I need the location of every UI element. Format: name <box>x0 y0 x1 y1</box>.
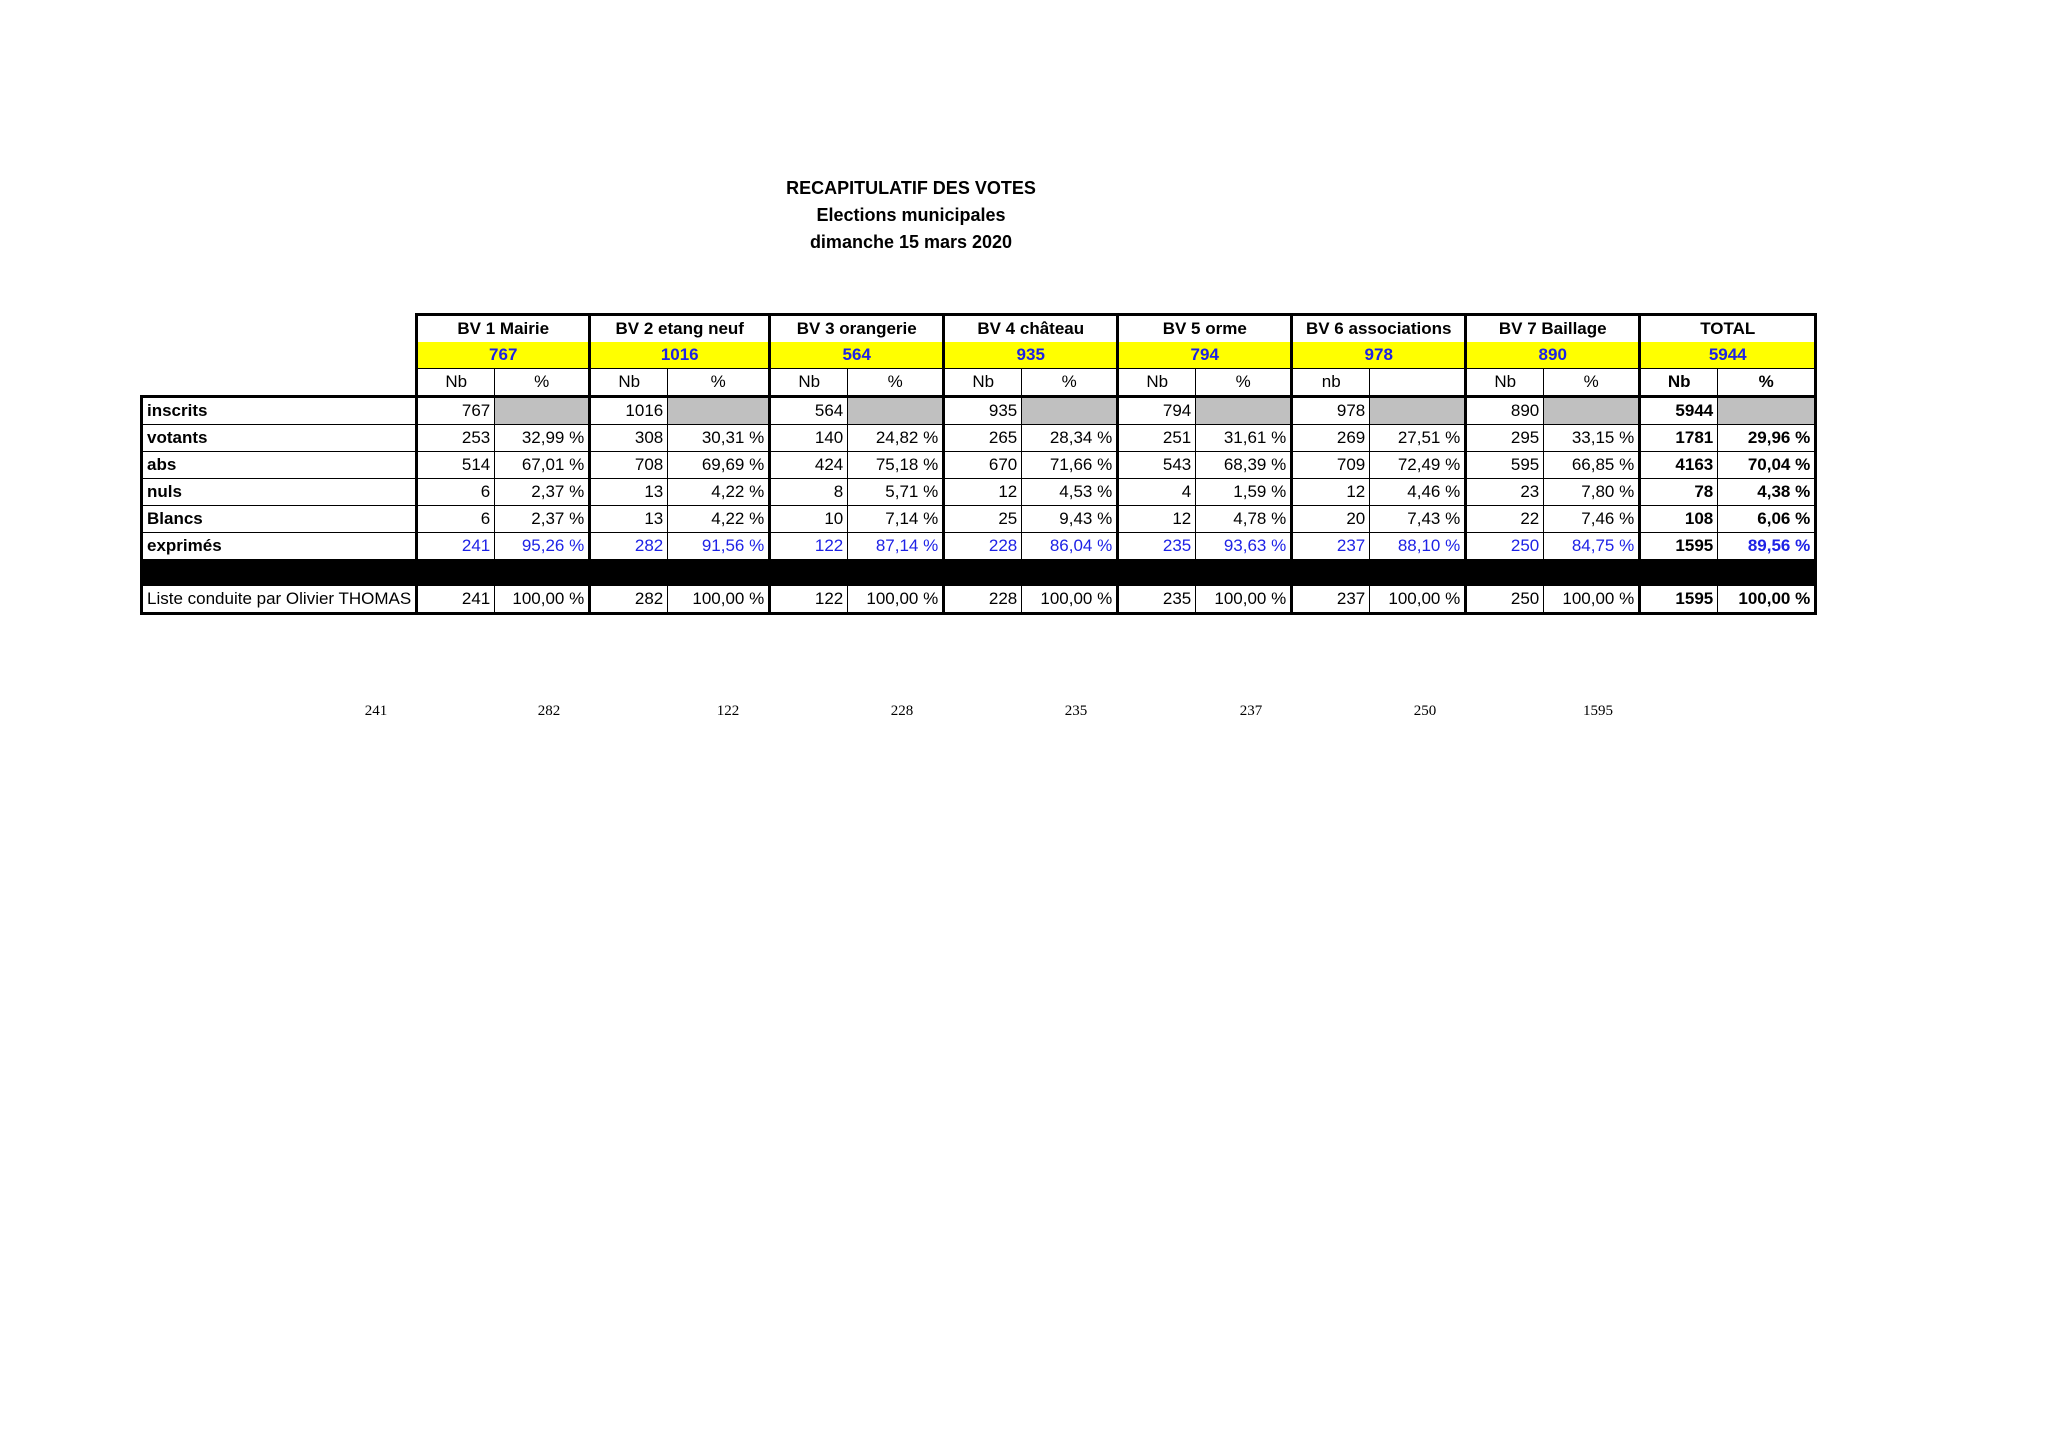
cell-pct: 4,38 % <box>1718 479 1816 506</box>
bureau-name: BV 4 château <box>944 315 1118 343</box>
bureau-total: 935 <box>944 342 1118 369</box>
cell-pct: 33,15 % <box>1544 425 1640 452</box>
cell-pct: 5,71 % <box>848 479 944 506</box>
bureau-total: 564 <box>770 342 944 369</box>
cell-nb: 122 <box>770 533 848 560</box>
cell-nb: 235 <box>1118 533 1196 560</box>
row-label: inscrits <box>142 397 417 425</box>
cell-nb: 6 <box>417 506 495 533</box>
list-cell-pct: 100,00 % <box>1370 586 1466 614</box>
cell-pct: 68,39 % <box>1196 452 1292 479</box>
bureau-header-row <box>142 315 1816 343</box>
row-label: abs <box>142 452 417 479</box>
cell-pct: 4,46 % <box>1370 479 1466 506</box>
cell-pct: 91,56 % <box>668 533 770 560</box>
corner-cell <box>142 342 417 369</box>
cell-nb: 308 <box>590 425 668 452</box>
bureau-total: 890 <box>1466 342 1640 369</box>
cell-nb: 295 <box>1466 425 1544 452</box>
subheader-pct: % <box>495 369 590 397</box>
cell-pct: 4,53 % <box>1022 479 1118 506</box>
cell-pct: 89,56 % <box>1718 533 1816 560</box>
cell-nb: 6 <box>417 479 495 506</box>
row-label: Blancs <box>142 506 417 533</box>
cell-nb: 708 <box>590 452 668 479</box>
cell-pct <box>1718 397 1816 425</box>
footer-value: 237 <box>1239 703 1263 719</box>
bureau-name: BV 1 Mairie <box>417 315 590 343</box>
subheader-nb: Nb <box>944 369 1022 397</box>
title-line-2: Elections municipales <box>816 205 1006 225</box>
separator-bar <box>142 560 1816 587</box>
cell-nb: 78 <box>1640 479 1718 506</box>
cell-nb: 12 <box>1292 479 1370 506</box>
cell-nb: 269 <box>1292 425 1370 452</box>
subheader-pct: % <box>668 369 770 397</box>
data-row-votants <box>142 425 1816 452</box>
cell-nb: 241 <box>417 533 495 560</box>
list-cell-pct: 100,00 % <box>1196 586 1292 614</box>
cell-nb: 25 <box>944 506 1022 533</box>
cell-pct <box>1022 397 1118 425</box>
cell-pct: 87,14 % <box>848 533 944 560</box>
footer-value: 122 <box>716 703 740 719</box>
row-label: nuls <box>142 479 417 506</box>
subheader-pct <box>1370 369 1466 397</box>
cell-nb: 251 <box>1118 425 1196 452</box>
footer-value: 250 <box>1413 703 1437 719</box>
cell-nb: 5944 <box>1640 397 1718 425</box>
cell-nb: 935 <box>944 397 1022 425</box>
bureau-total: 794 <box>1118 342 1292 369</box>
cell-pct: 71,66 % <box>1022 452 1118 479</box>
cell-pct: 27,51 % <box>1370 425 1466 452</box>
list-cell-nb: 235 <box>1118 586 1196 614</box>
subheader-nb: nb <box>1292 369 1370 397</box>
subheader-nb: Nb <box>770 369 848 397</box>
cell-pct: 9,43 % <box>1022 506 1118 533</box>
data-row-exprimés <box>142 533 1816 560</box>
cell-nb: 595 <box>1466 452 1544 479</box>
cell-pct: 95,26 % <box>495 533 590 560</box>
cell-pct: 86,04 % <box>1022 533 1118 560</box>
list-cell-nb: 122 <box>770 586 848 614</box>
footer-value: 282 <box>537 703 561 719</box>
cell-nb: 282 <box>590 533 668 560</box>
list-cell-nb: 250 <box>1466 586 1544 614</box>
cell-pct: 31,61 % <box>1196 425 1292 452</box>
cell-pct: 66,85 % <box>1544 452 1640 479</box>
subheader-pct: % <box>1196 369 1292 397</box>
cell-nb: 13 <box>590 506 668 533</box>
list-row <box>142 586 1816 614</box>
cell-pct: 24,82 % <box>848 425 944 452</box>
list-cell-pct: 100,00 % <box>848 586 944 614</box>
footer-value: 1595 <box>1583 703 1613 719</box>
subheader-pct: % <box>1022 369 1118 397</box>
subheader-nb: Nb <box>1640 369 1718 397</box>
cell-nb: 514 <box>417 452 495 479</box>
cell-nb: 794 <box>1118 397 1196 425</box>
cell-pct: 29,96 % <box>1718 425 1816 452</box>
cell-nb: 709 <box>1292 452 1370 479</box>
bureau-name: TOTAL <box>1640 315 1816 343</box>
list-cell-nb: 237 <box>1292 586 1370 614</box>
cell-nb: 237 <box>1292 533 1370 560</box>
bureau-name: BV 6 associations <box>1292 315 1466 343</box>
cell-nb: 22 <box>1466 506 1544 533</box>
corner-cell <box>142 315 417 343</box>
list-cell-pct: 100,00 % <box>1544 586 1640 614</box>
cell-pct: 6,06 % <box>1718 506 1816 533</box>
cell-nb: 228 <box>944 533 1022 560</box>
cell-nb: 4 <box>1118 479 1196 506</box>
footer-value: 235 <box>1064 703 1088 719</box>
cell-pct: 7,43 % <box>1370 506 1466 533</box>
list-cell-nb: 241 <box>417 586 495 614</box>
cell-pct <box>495 397 590 425</box>
cell-pct: 4,78 % <box>1196 506 1292 533</box>
cell-nb: 10 <box>770 506 848 533</box>
cell-pct: 84,75 % <box>1544 533 1640 560</box>
subheader-pct: % <box>1544 369 1640 397</box>
data-row-abs <box>142 452 1816 479</box>
list-cell-pct: 100,00 % <box>1022 586 1118 614</box>
title-line-1: RECAPITULATIF DES VOTES <box>786 178 1036 198</box>
cell-pct: 70,04 % <box>1718 452 1816 479</box>
bureau-total: 5944 <box>1640 342 1816 369</box>
cell-nb: 564 <box>770 397 848 425</box>
cell-nb: 978 <box>1292 397 1370 425</box>
cell-nb: 23 <box>1466 479 1544 506</box>
cell-nb: 424 <box>770 452 848 479</box>
bureau-total-row <box>142 342 1816 369</box>
cell-pct: 30,31 % <box>668 425 770 452</box>
cell-pct <box>1370 397 1466 425</box>
list-cell-nb: 1595 <box>1640 586 1718 614</box>
cell-nb: 13 <box>590 479 668 506</box>
data-row-nuls <box>142 479 1816 506</box>
cell-pct: 2,37 % <box>495 479 590 506</box>
cell-pct: 1,59 % <box>1196 479 1292 506</box>
subheader-pct: % <box>848 369 944 397</box>
list-cell-pct: 100,00 % <box>495 586 590 614</box>
cell-pct: 67,01 % <box>495 452 590 479</box>
cell-nb: 253 <box>417 425 495 452</box>
cell-nb: 767 <box>417 397 495 425</box>
cell-nb: 4163 <box>1640 452 1718 479</box>
cell-pct: 72,49 % <box>1370 452 1466 479</box>
cell-pct: 28,34 % <box>1022 425 1118 452</box>
bureau-name: BV 2 etang neuf <box>590 315 770 343</box>
cell-pct <box>668 397 770 425</box>
cell-pct <box>1544 397 1640 425</box>
footer-value: 241 <box>364 703 388 719</box>
document-title <box>711 175 1111 256</box>
footer-totals <box>0 703 2048 733</box>
cell-pct: 4,22 % <box>668 479 770 506</box>
cell-nb: 670 <box>944 452 1022 479</box>
bureau-name: BV 5 orme <box>1118 315 1292 343</box>
separator-row <box>142 560 1816 587</box>
title-line-3: dimanche 15 mars 2020 <box>809 232 1013 252</box>
cell-nb: 108 <box>1640 506 1718 533</box>
cell-nb: 8 <box>770 479 848 506</box>
cell-nb: 140 <box>770 425 848 452</box>
subheader-row <box>142 369 1816 397</box>
footer-value: 228 <box>890 703 914 719</box>
data-row-inscrits <box>142 397 1816 425</box>
cell-nb: 250 <box>1466 533 1544 560</box>
cell-pct: 69,69 % <box>668 452 770 479</box>
subheader-nb: Nb <box>590 369 668 397</box>
subheader-nb: Nb <box>417 369 495 397</box>
cell-nb: 1781 <box>1640 425 1718 452</box>
bureau-total: 1016 <box>590 342 770 369</box>
cell-nb: 1016 <box>590 397 668 425</box>
row-label: votants <box>142 425 417 452</box>
corner-cell <box>142 369 417 397</box>
data-row-Blancs <box>142 506 1816 533</box>
list-label: Liste conduite par Olivier THOMAS <box>142 586 417 614</box>
cell-pct: 7,80 % <box>1544 479 1640 506</box>
subheader-nb: Nb <box>1466 369 1544 397</box>
cell-nb: 265 <box>944 425 1022 452</box>
bureau-name: BV 3 orangerie <box>770 315 944 343</box>
subheader-nb: Nb <box>1118 369 1196 397</box>
cell-pct <box>1196 397 1292 425</box>
list-cell-pct: 100,00 % <box>668 586 770 614</box>
cell-pct: 2,37 % <box>495 506 590 533</box>
bureau-total: 767 <box>417 342 590 369</box>
cell-pct: 93,63 % <box>1196 533 1292 560</box>
cell-nb: 20 <box>1292 506 1370 533</box>
cell-pct: 7,14 % <box>848 506 944 533</box>
list-cell-pct: 100,00 % <box>1718 586 1816 614</box>
cell-pct: 75,18 % <box>848 452 944 479</box>
cell-nb: 12 <box>944 479 1022 506</box>
bureau-name: BV 7 Baillage <box>1466 315 1640 343</box>
bureau-total: 978 <box>1292 342 1466 369</box>
cell-pct: 32,99 % <box>495 425 590 452</box>
cell-pct: 7,46 % <box>1544 506 1640 533</box>
row-label: exprimés <box>142 533 417 560</box>
list-cell-nb: 282 <box>590 586 668 614</box>
cell-nb: 1595 <box>1640 533 1718 560</box>
subheader-pct: % <box>1718 369 1816 397</box>
cell-pct: 88,10 % <box>1370 533 1466 560</box>
cell-pct: 4,22 % <box>668 506 770 533</box>
cell-pct <box>848 397 944 425</box>
cell-nb: 890 <box>1466 397 1544 425</box>
cell-nb: 12 <box>1118 506 1196 533</box>
vote-recap-table <box>140 313 1817 615</box>
list-cell-nb: 228 <box>944 586 1022 614</box>
cell-nb: 543 <box>1118 452 1196 479</box>
